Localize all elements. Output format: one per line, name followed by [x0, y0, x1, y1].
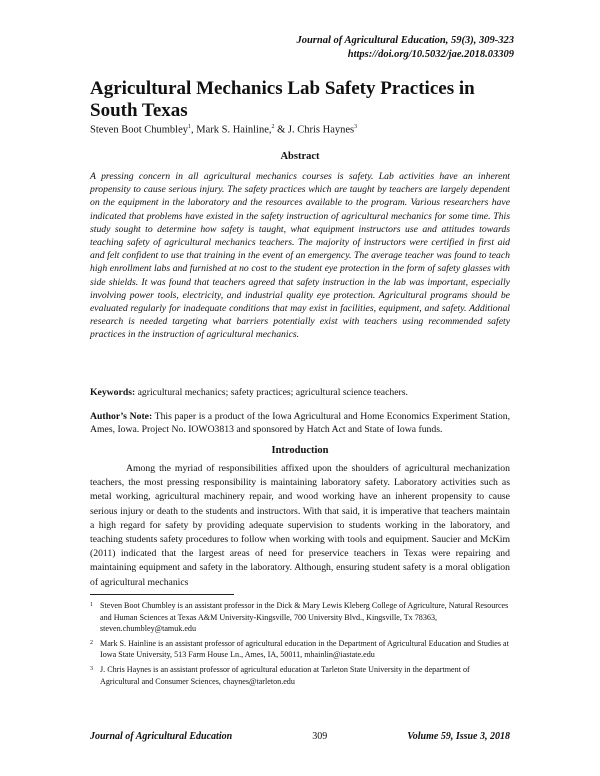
footnote: [90, 600, 510, 635]
author-separator: &: [274, 124, 288, 136]
author-list: [90, 124, 357, 136]
keywords-text: agricultural mechanics; safety practices; agricultural science teachers.: [135, 387, 408, 398]
introduction-text: Among the myriad of responsibilities affixed upon the shoulders of agricultural mechanization teachers, the most pressing responsibility is maintaining laboratory safety. Laboratory activities such as metal working, agricultural machinery repair, and wood working have an inherent propensity to cause serious injury or death to the students and instructors. With that said, it is imperative that teachers maintain a high regard for safety by providing adequate supervision to students working in the laboratory, and teaching students safety procedures to follow when working with tools and equipment. Saucier and McKim (2011) indicated that the largest areas of need for preservice teachers in Texas were repairing and maintaining equipment and safety in the laboratory. Although, ensuring student safety is a moral obligation of agricultural mechanics: [90, 463, 510, 588]
authors-note: [90, 410, 510, 436]
footnote-number: 3: [90, 665, 93, 672]
footnote-text: Mark S. Hainline is an assistant professor of agricultural education in the Department of Agricultural Education and Studies at Iowa State University, 513 Farm House Ln., Ames, IA, 50011, mhainlin@iastate.edu: [100, 638, 509, 660]
abstract-heading: Abstract: [280, 151, 320, 162]
page-number: 309: [312, 731, 328, 742]
author-affiliation-mark: 1: [188, 124, 191, 130]
doi-link[interactable]: https://doi.org/10.5032/jae.2018.03309: [347, 49, 514, 60]
footer-journal-name: Journal of Agricultural Education: [90, 731, 233, 742]
journal-citation: Journal of Agricultural Education, 59(3), 309-323: [296, 35, 514, 46]
footnote-number: 1: [90, 602, 93, 608]
author-name: J. Chris Haynes: [287, 124, 355, 136]
keywords: [90, 386, 510, 399]
author-separator: ,: [191, 124, 197, 136]
author-affiliation-mark: 2: [271, 124, 275, 130]
footnote: [90, 638, 510, 661]
footnote-text: Steven Boot Chumbley is an assistant professor in the Dick & Mary Lewis Kleberg College of Agriculture, Natural Resources and Human Sciences at Texas A&M University-Kingsville, 700 University Blvd., Kingsville, Tx 78363, steven.chumbley@tamuk.edu: [100, 601, 509, 634]
footnote: [90, 664, 510, 687]
page-footer: [90, 731, 510, 742]
author-name: Mark S. Hainline,: [196, 124, 272, 136]
paper-title: Agricultural Mechanics Lab Safety Practices in South Texas: [90, 78, 475, 121]
footnote-text: J. Chris Haynes is an assistant professor of agricultural education at Tarleton State University in the department of Agricultural and Consumer Sciences, chaynes@tarleton.edu: [100, 664, 470, 686]
author-name: Steven Boot Chumbley: [90, 124, 188, 136]
running-header: [296, 34, 514, 62]
abstract-text: A pressing concern in all agricultural mechanics courses is safety. Lab activities have an inherent propensity to cause serious injury. The safety practices which are taught by teachers are largely dependent on the equipment in the laboratory and the resources available to the program. Various researchers have indicated that problems have existed in the safety instruction of agricultural mechanics for some time. This study sought to determine how safety is taught, what equipment instructors use and attitudes towards teaching safety of agricultural mechanics teachers. The majority of instructors were certified in first aid and felt confident to use that training in the event of an emergency. The average teacher was found to teach high enrollment labs and furnished at no cost to the student eye protection in the form of safety glasses with side shields. It was found that teachers agreed that safety instruction in the lab was important, especially involving power tools, electricity, and industrial quality eye protection. Agricultural programs should be evaluated regularly for inadequate conditions that may exist in facilities, equipment, and safety. Additional research is needed targeting what barriers potentially exist with teachers using recommended safety practices in the instruction of agricultural mechanics.: [90, 171, 510, 341]
author-affiliation-mark: 3: [354, 124, 358, 130]
authors-note-text: This paper is a product of the Iowa Agricultural and Home Economics Experiment Station, Ames, Iowa. Project No. IOWO3813 and sponsored by Hatch Act and State of Iowa funds.: [90, 411, 511, 435]
introduction-heading: Introduction: [271, 445, 329, 456]
footnote-number: 2: [90, 639, 93, 646]
footnote-divider: [90, 594, 234, 595]
keywords-label: Keywords:: [90, 387, 136, 398]
footnotes: [90, 600, 510, 690]
footer-volume: Volume 59, Issue 3, 2018: [407, 731, 510, 742]
authors-note-label: Author’s Note:: [90, 411, 153, 422]
